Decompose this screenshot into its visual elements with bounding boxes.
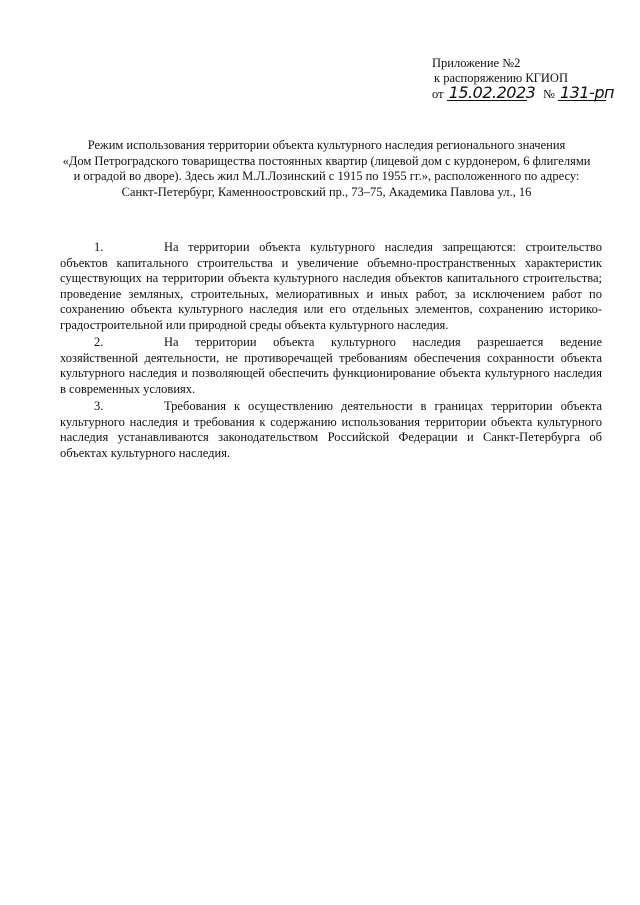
appendix-order-reference: к распоряжению КГИОП	[434, 71, 568, 85]
title-line: Санкт-Петербург, Каменноостровский пр., 73–75, Академика Павлова ул., 16	[121, 184, 532, 199]
document-body	[60, 240, 602, 463]
paragraph-text: На территории объекта культурного наследия запрещаются: строительство объектов капитального строительства и увеличение объемно-пространственных характеристик существующих на территории объекта культурного наследия объектов капитального строительства; проведение земляных, строительных, мелиоративных и иных работ, за исключением работ по сохранению объекта культурного наследия или его отдельных элементов, сохранению историко-градостроительной или природной среды объекта культурного наследия.	[60, 240, 602, 332]
date-prefix: от	[432, 87, 444, 101]
number-prefix: №	[542, 87, 555, 101]
paragraph-3	[60, 399, 602, 461]
paragraph-number: 1.	[94, 240, 104, 254]
paragraph-text: На территории объекта культурного наследия разрешается ведение хозяйственной деятельности, не противоречащей требованиям обеспечения сохранности объекта культурного наследия и позволяющей обеспечить функционирование объекта культурного наследия в современных условиях.	[60, 335, 602, 396]
title-line: и оградой во дворе). Здесь жил М.Л.Лозинский с 1915 по 1955 гг.», расположенного по адресу:	[73, 169, 580, 183]
appendix-title: Приложение №2	[432, 56, 521, 70]
appendix-header	[432, 56, 632, 102]
title-line: «Дом Петроградского товарищества постоянных квартир (лицевой дом с курдонером, 6 флигелями	[62, 153, 591, 168]
paragraph-text: Требования к осуществлению деятельности в границах территории объекта культурного наследия и требования к содержанию использования территории объекта культурного наследия устанавливаются законодательством Российской Федерации и Санкт-Петербурга об объектах культурного наследия.	[60, 399, 602, 460]
appendix-date-number	[432, 83, 632, 102]
paragraph-number: 3.	[94, 399, 104, 413]
document-title	[60, 138, 593, 200]
title-line: Режим использования территории объекта культурного наследия регионального значения	[87, 138, 566, 152]
paragraph-1	[60, 240, 602, 333]
handwritten-number: 131-рп	[560, 83, 614, 102]
paragraph-number: 2.	[94, 335, 104, 349]
paragraph-2	[60, 335, 602, 397]
handwritten-date: 15.02.2023	[448, 83, 536, 102]
